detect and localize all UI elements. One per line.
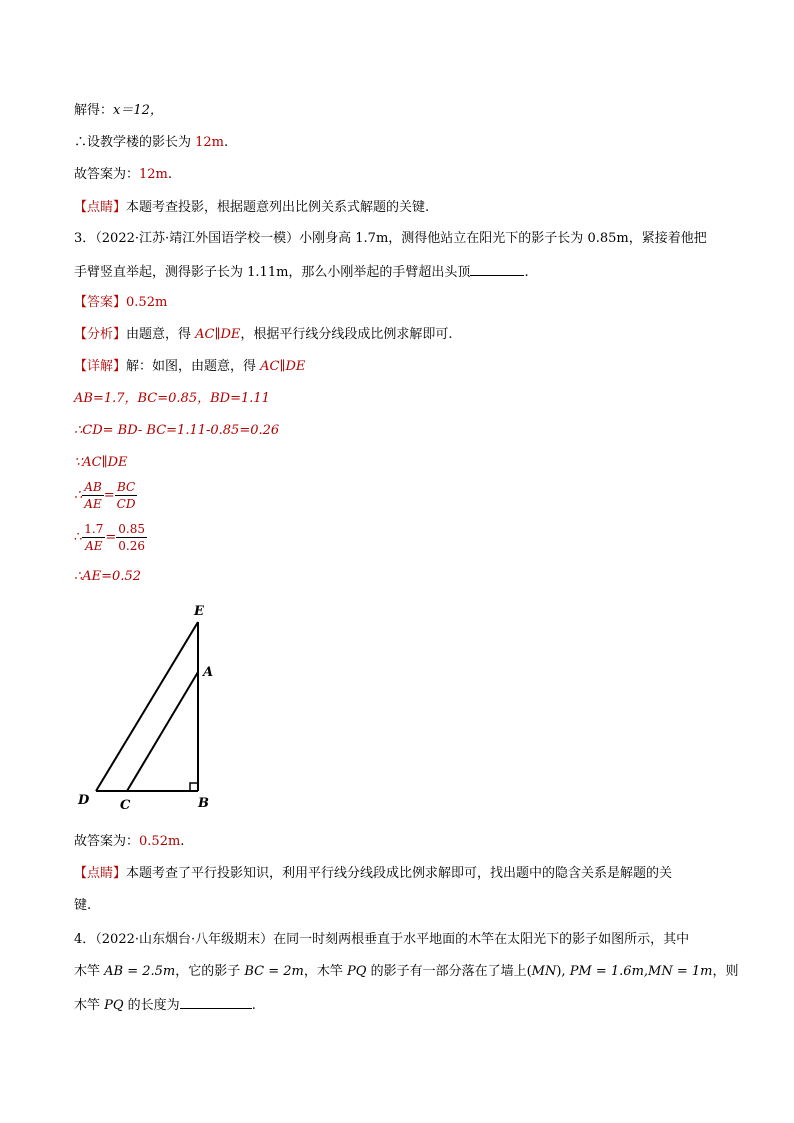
label-a: A bbox=[203, 665, 214, 680]
step-substitution: ∴ $\frac{1.7}{AE}$ = $\frac{0.85}{0.26}$ bbox=[74, 522, 145, 553]
answer-line: 【答案】0.52m bbox=[74, 295, 168, 310]
label-d: D bbox=[78, 793, 90, 808]
comment-line-cont: 键. bbox=[74, 898, 92, 913]
question-4-line-1: 4．（2022·山东烟台·八年级期末）在同一时刻两根垂直于水平地面的木竿在太阳光下的影子如图所示，其中 bbox=[74, 932, 690, 947]
label-c: C bbox=[120, 798, 131, 813]
step-parallel: ∵AC∥DE bbox=[74, 455, 128, 470]
answer-line: 故答案为：12m. bbox=[74, 167, 173, 182]
label-b: B bbox=[198, 796, 209, 811]
question-4-line-2: 木竿 AB = 2.5m，它的影子 BC = 2m，木竿 PQ 的影子有一部分落在了墙上(MN), PM = 1.6m,MN = 1m，则 bbox=[74, 964, 739, 979]
question-3-line-1: 3．（2022·江苏·靖江外国语学校一模）小刚身高 1.7m，测得他站立在阳光下的影子长为 0.85m，紧接着他把 bbox=[74, 231, 707, 246]
answer-blank bbox=[470, 263, 524, 276]
answer-blank bbox=[180, 996, 252, 1009]
label-e: E bbox=[194, 604, 204, 619]
step-cd: ∴CD= BD- BC=1.11-0.85=0.26 bbox=[74, 423, 280, 438]
question-3-line-2: 手臂竖直举起，测得影子长为 1.11m，那么小刚举起的手臂超出头顶 . bbox=[74, 265, 529, 280]
fraction: $\frac{BC}{CD}$ bbox=[116, 480, 136, 511]
final-answer-line: 故答案为：0.52m. bbox=[74, 834, 185, 849]
segment-ca bbox=[127, 672, 198, 791]
step-result: ∴AE=0.52 bbox=[74, 569, 141, 584]
right-angle-mark bbox=[190, 783, 198, 791]
step-values: AB=1.7，BC=0.85，BD=1.11 bbox=[74, 391, 270, 406]
step-proportion: ∴ $\frac{AB}{AE}$ = $\frac{BC}{CD}$ bbox=[74, 480, 136, 511]
fraction: $\frac{1.7}{AE}$ bbox=[84, 522, 104, 553]
solution-line: 解得：x＝12， bbox=[74, 103, 163, 118]
geometry-figure bbox=[70, 600, 230, 820]
fraction: $\frac{AB}{AE}$ bbox=[84, 480, 102, 511]
fraction: $\frac{0.85}{0.26}$ bbox=[118, 522, 145, 553]
comment-line: 【点睛】本题考查投影，根据题意列出比例关系式解题的关键. bbox=[74, 200, 430, 215]
conclusion-line: ∴设教学楼的影长为 12m. bbox=[74, 135, 229, 150]
segment-de bbox=[96, 622, 198, 791]
comment-line: 【点睛】本题考查了平行投影知识，利用平行线分线段成比例求解即可，找出题中的隐含关系是解题的关 bbox=[74, 866, 673, 881]
analysis-line: 【分析】由题意，得 AC∥DE，根据平行线分线段成比例求解即可. bbox=[74, 327, 453, 342]
question-4-line-3: 木竿 PQ 的长度为 . bbox=[74, 998, 256, 1013]
detail-line: 【详解】解：如图，由题意，得 AC∥DE bbox=[74, 359, 306, 374]
